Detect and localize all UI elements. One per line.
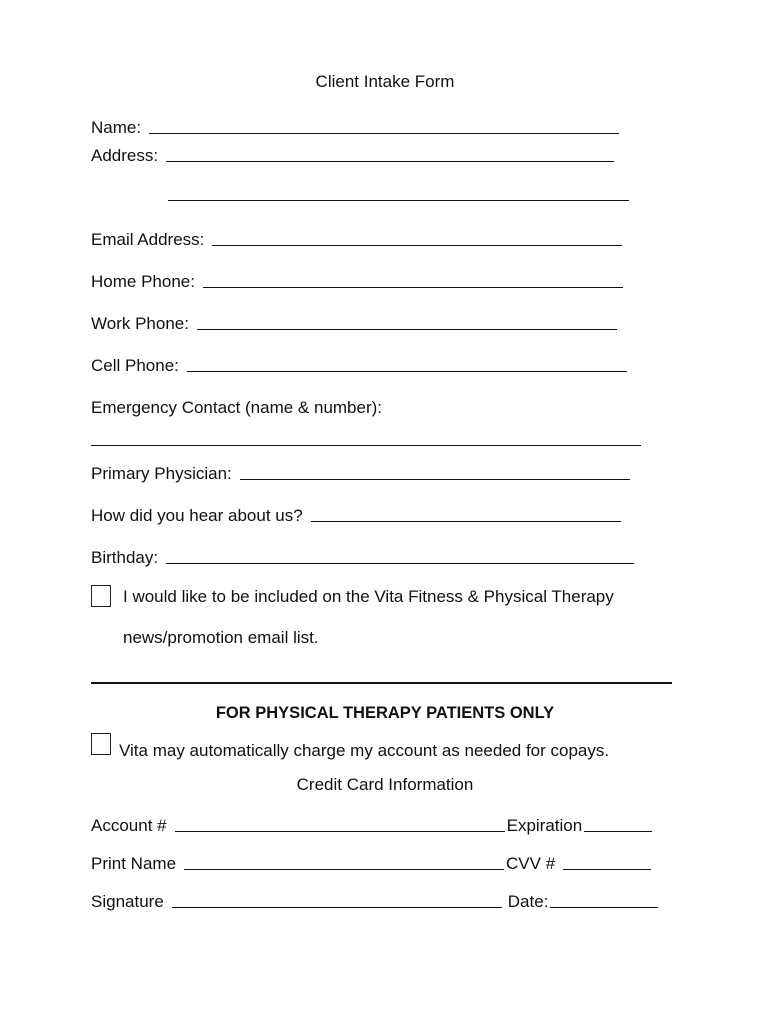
email-list-optin-text-line1: I would like to be included on the Vita Fitness & Physical Therapy [123,587,614,606]
account-row [91,812,652,836]
expiration-field[interactable] [584,831,652,832]
cell-phone-row [91,352,627,376]
work-phone-field[interactable] [197,329,617,330]
birthday-field[interactable] [166,563,634,564]
print-name-field[interactable] [184,869,504,870]
address-field-line2[interactable] [168,200,629,201]
email-field[interactable] [212,245,622,246]
hear-row [91,502,621,526]
print-name-row [91,850,651,874]
pt-section-heading: FOR PHYSICAL THERAPY PATIENTS ONLY [215,704,555,722]
email-label: Email Address: [91,230,205,249]
expiration-label: Expiration [506,816,583,835]
emergency-label: Emergency Contact (name & number): [91,398,383,417]
physician-row [91,460,630,484]
signature-row [91,888,658,912]
physician-label: Primary Physician: [91,464,232,483]
signature-label: Signature [91,892,164,911]
work-phone-label: Work Phone: [91,314,189,333]
date-label: Date: [507,892,549,911]
hear-field[interactable] [311,521,621,522]
birthday-row [91,544,634,568]
name-row [91,114,619,138]
name-field[interactable] [149,133,619,134]
email-row [91,226,622,250]
emergency-field[interactable] [91,445,641,446]
home-phone-field[interactable] [203,287,623,288]
section-divider [91,682,672,684]
home-phone-row [91,268,623,292]
account-number-field[interactable] [175,831,505,832]
name-label: Name: [91,118,142,137]
hear-label: How did you hear about us? [91,506,303,525]
print-name-label: Print Name [91,854,177,873]
form-title: Client Intake Form [315,72,455,91]
cell-phone-field[interactable] [187,371,627,372]
date-field[interactable] [550,907,658,908]
credit-card-heading: Credit Card Information [296,775,474,794]
cvv-label: CVV # [506,854,556,873]
autocharge-checkbox[interactable] [91,733,111,755]
account-label: Account # [91,816,167,835]
cvv-field[interactable] [563,869,651,870]
physician-field[interactable] [240,479,630,480]
birthday-label: Birthday: [91,548,159,567]
cell-phone-label: Cell Phone: [91,356,179,375]
email-list-checkbox[interactable] [91,585,111,607]
home-phone-label: Home Phone: [91,272,195,291]
signature-field[interactable] [172,907,502,908]
address-field[interactable] [166,161,614,162]
address-row [91,142,614,166]
email-list-optin-text-line2: news/promotion email list. [123,628,319,647]
work-phone-row [91,310,617,334]
address-label: Address: [91,146,159,165]
emergency-row [91,394,382,418]
autocharge-text: Vita may automatically charge my account as needed for copays. [119,741,610,760]
